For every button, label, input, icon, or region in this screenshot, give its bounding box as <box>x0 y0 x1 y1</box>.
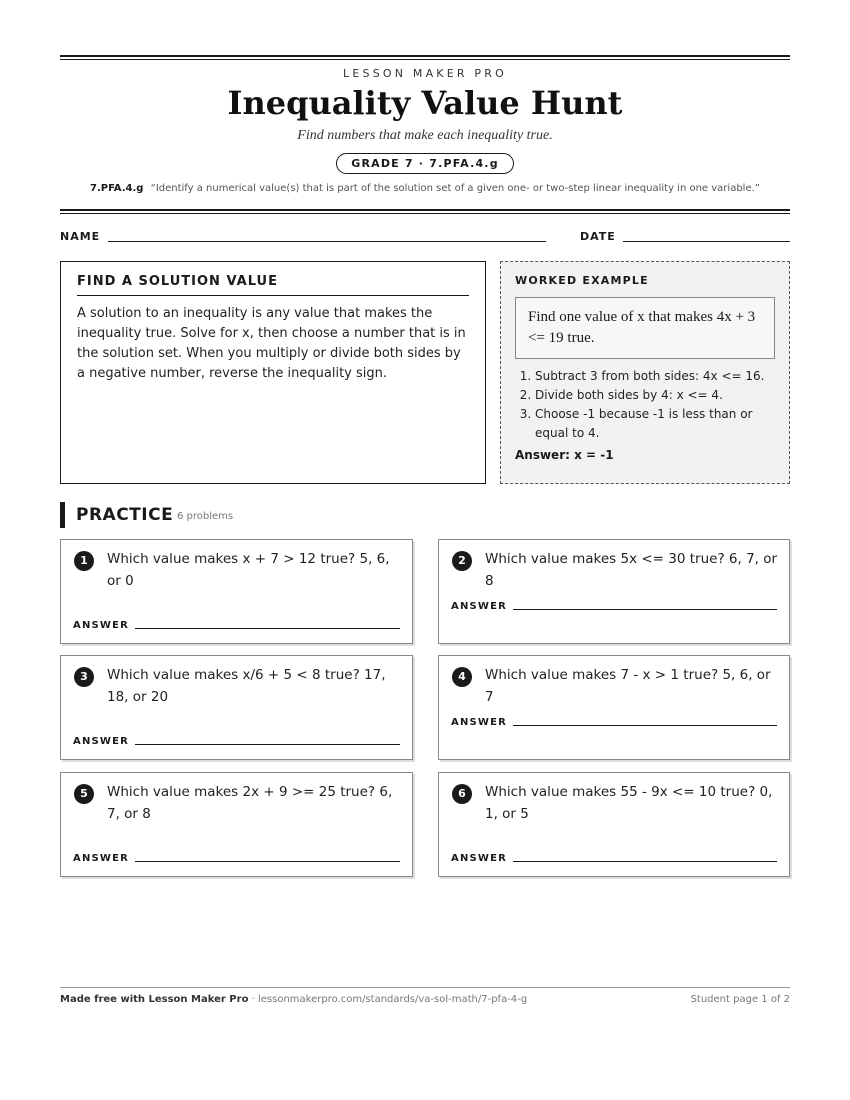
standard-text: “Identify a numerical value(s) that is part of the solution set of a given one- or two-step linear inequality in one variable.” <box>150 183 760 194</box>
problem-number: 2 <box>452 551 472 571</box>
standard-code: 7.PFA.4.g <box>90 183 144 194</box>
date-label: DATE <box>580 230 616 243</box>
problem-number: 6 <box>452 784 472 804</box>
footer-url[interactable]: · lessonmakerpro.com/standards/va-sol-math/7-pfa-4-g <box>248 994 528 1005</box>
worked-example-step: 3. Choose -1 because -1 is less than or equal to 4. <box>535 405 775 443</box>
answer-label: ANSWER <box>73 620 130 631</box>
problem-card <box>60 655 413 760</box>
problem-question: Which value makes 7 - x > 1 true? 5, 6, or 7 <box>485 667 771 705</box>
footer-rule <box>60 987 790 988</box>
problem-number: 4 <box>452 667 472 687</box>
concept-body: A solution to an inequality is any value that makes the inequality true. Solve for x, then choose a number that is in the solution set. When you multiply or divide both sides by a negative number, reverse the inequality sign. <box>77 306 466 381</box>
brand-label: LESSON MAKER PRO <box>343 67 507 80</box>
problem-question: Which value makes x/6 + 5 < 8 true? 17, 18, or 20 <box>107 667 386 705</box>
worked-example-prompt: Find one value of x that makes 4x + 3 <= 19 true. <box>515 297 775 359</box>
problem-number: 1 <box>74 551 94 571</box>
concept-box <box>60 261 486 484</box>
header-bottom-rule <box>60 209 790 214</box>
answer-field[interactable] <box>513 609 777 610</box>
answer-field[interactable] <box>135 744 400 745</box>
footer-page-number: Student page 1 of 2 <box>690 994 790 1005</box>
answer-label: ANSWER <box>73 736 130 747</box>
problem-card <box>60 539 413 644</box>
problem-question: Which value makes x + 7 > 12 true? 5, 6, or 0 <box>107 551 390 589</box>
header-top-rule <box>60 55 790 60</box>
worked-example-step: 2. Divide both sides by 4: x <= 4. <box>535 386 775 405</box>
worked-example-step: 1. Subtract 3 from both sides: 4x <= 16. <box>535 367 775 386</box>
worked-example-answer: Answer: x = -1 <box>515 448 614 462</box>
answer-label: ANSWER <box>73 853 130 864</box>
name-label: NAME <box>60 230 101 243</box>
worked-example-box <box>500 261 790 484</box>
worked-example-steps <box>515 367 775 443</box>
problem-number: 3 <box>74 667 94 687</box>
problem-number: 5 <box>74 784 94 804</box>
worked-example-heading: WORKED EXAMPLE <box>515 274 649 287</box>
grade-badge: GRADE 7 · 7.PFA.4.g <box>336 153 514 174</box>
answer-field[interactable] <box>513 725 777 726</box>
footer-brand: Made free with Lesson Maker Pro <box>60 994 249 1005</box>
page-title: Inequality Value Hunt <box>227 84 623 122</box>
name-date-row <box>60 230 790 244</box>
problem-question: Which value makes 2x + 9 >= 25 true? 6, 7, or 8 <box>107 784 393 822</box>
problem-card <box>60 772 413 877</box>
problem-card <box>438 655 790 760</box>
problem-card <box>438 539 790 644</box>
name-field[interactable] <box>108 241 546 242</box>
answer-label: ANSWER <box>451 853 508 864</box>
standard-description <box>60 183 790 194</box>
practice-title: PRACTICE <box>76 505 174 525</box>
answer-field[interactable] <box>135 861 400 862</box>
problem-question: Which value makes 5x <= 30 true? 6, 7, or 8 <box>485 551 778 589</box>
problem-question: Which value makes 55 - 9x <= 10 true? 0, 1, or 5 <box>485 784 773 822</box>
grade-badge-wrap <box>60 152 790 174</box>
page-subtitle: Find numbers that make each inequality true. <box>297 128 553 143</box>
answer-field[interactable] <box>513 861 777 862</box>
answer-label: ANSWER <box>451 717 508 728</box>
problem-card <box>438 772 790 877</box>
date-field[interactable] <box>623 241 790 242</box>
worksheet-page <box>60 0 790 1100</box>
practice-accent-bar <box>60 502 65 528</box>
footer <box>60 994 790 1005</box>
concept-heading: FIND A SOLUTION VALUE <box>77 274 469 296</box>
practice-count: 6 problems <box>177 511 234 522</box>
answer-field[interactable] <box>135 628 400 629</box>
answer-label: ANSWER <box>451 601 508 612</box>
